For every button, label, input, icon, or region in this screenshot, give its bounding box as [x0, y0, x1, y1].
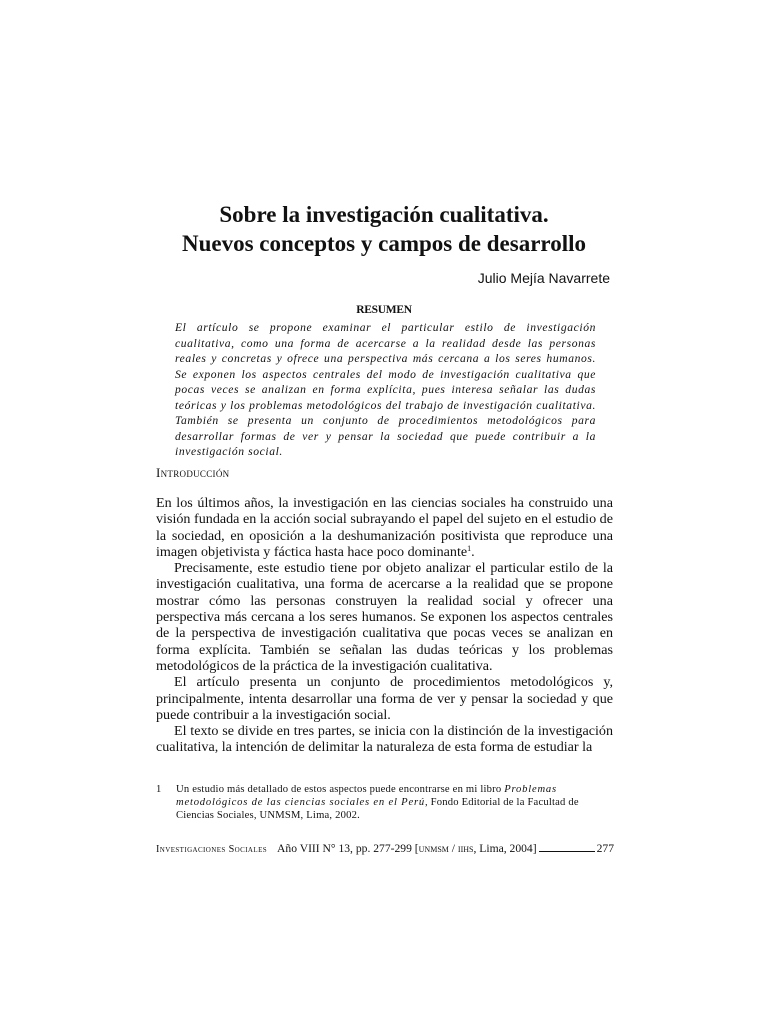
footnote-ref-1: 1: [467, 543, 472, 553]
title-line-2: Nuevos conceptos y campos de desarrollo: [182, 231, 586, 256]
section-heading-introduccion: Introducción: [156, 465, 230, 480]
paragraph-1: [156, 495, 613, 560]
footnote-1: [156, 783, 615, 822]
title-line-1: Sobre la investigación cualitativa.: [219, 202, 549, 227]
abstract-text: El artículo se propone examinar el particular estilo de investigación cualitativa, como una forma de acercarse a la realidad desde las personas reales y concretas y ofrece una perspectiva más cercana a los seres humanos. Se exponen los aspectos centrales del modo de investigación cualitativa que pocas veces se analizan en forma explícita, pues interesa señalar las dudas teóricas y los problemas metodológicos del trabajo de investigación cualitativa. También se presenta un conjunto de procedimientos metodológicos para desarrollar formas de ver y pensar la sociedad que puede contribuir a la investigación social.: [175, 321, 596, 458]
paragraph-2: Precisamente, este estudio tiene por objeto analizar el particular estilo de la investigación cualitativa, una forma de acercarse a la realidad que se propone mostrar cómo las personas construyen la realidad social y ofrecer una perspectiva más cercana a los seres humanos. Se exponen los aspectos centrales de la perspectiva de investigación cualitativa que pocas veces se analizan en forma explícita. También se señalan las dudas teóricas y los problemas metodológicos de la práctica de la investigación cualitativa.: [156, 560, 613, 674]
page-number: 277: [596, 842, 614, 855]
paragraph-3: El artículo presenta un conjunto de procedimientos metodológicos y, principalmente, intenta desarrollar una forma de ver y pensar la sociedad y que puede contribuir a la investigación social.: [156, 674, 613, 723]
body-text: [156, 495, 613, 756]
author-name: Julio Mejía Navarrete: [477, 270, 610, 286]
footnote-text-after: , Fondo Editorial de la Facultad de Ciencias Sociales, UNMSM, Lima, 2002.: [176, 797, 579, 821]
footnote-text: [176, 783, 615, 822]
paragraph-4: El texto se divide en tres partes, se inicia con la distinción de la investigación cualitativa, la intención de delimitar la naturaleza de esta forma de estudiar la: [156, 723, 613, 756]
footnote-book-title: Problemas metodológicos de las ciencias sociales en el Perú: [176, 784, 557, 808]
footnote-text-before: Un estudio más detallado de estos aspectos puede encontrarse en mi libro: [176, 784, 505, 795]
paragraph-1-end: .: [471, 543, 475, 560]
footer-rule: [539, 842, 595, 852]
footnote-number: 1: [156, 784, 162, 795]
footer-journal-name: Investigaciones Sociales: [156, 844, 268, 855]
article-title: [150, 200, 618, 258]
page-footer: [156, 842, 614, 855]
footer-institution: unmsm / iihs: [418, 842, 474, 855]
footer-issue: Año VIII N° 13, pp. 277-299 [: [277, 842, 419, 855]
footer-place-year: , Lima, 2004]: [473, 842, 537, 855]
abstract-heading: RESUMEN: [356, 304, 412, 316]
paragraph-1-text: En los últimos años, la investigación en las ciencias sociales ha construido una visión fundada en la acción social subrayando el papel del sujeto en el estudio de la sociedad, en oposición a la deshumanización positivista que reproduce una imagen objetivista y fáctica hasta hace poco dominante: [156, 495, 613, 560]
